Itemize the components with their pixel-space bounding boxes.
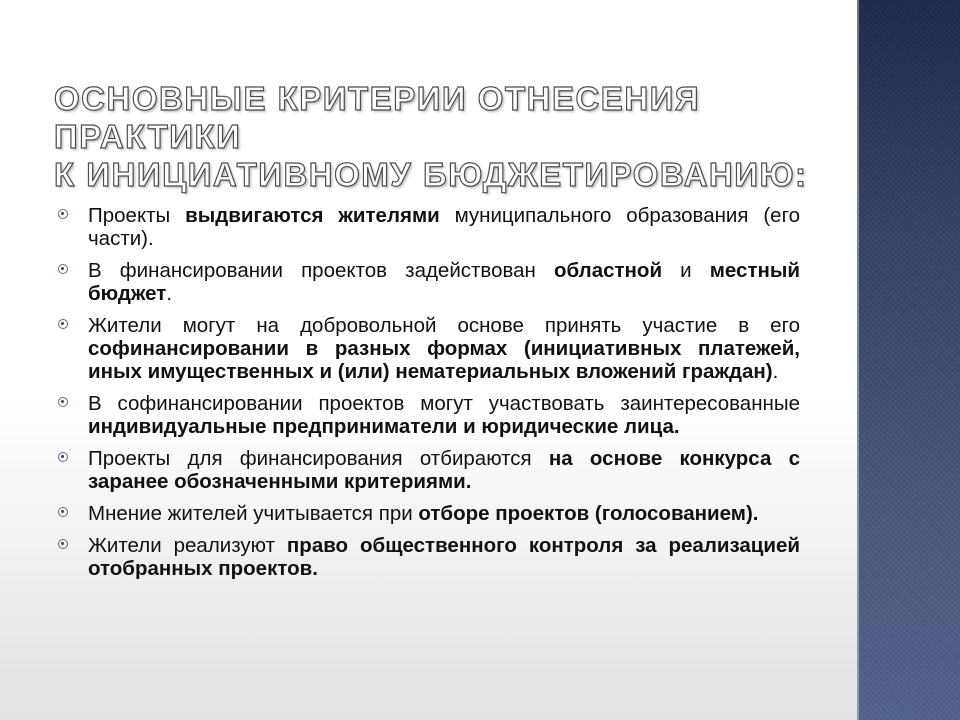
bullet-4-text-a: В софинансировании проектов могут участвовать заинтересованные — [88, 392, 800, 415]
bullet-5-text-a: Проекты для финансирования отбираются — [88, 447, 549, 470]
slide-title — [54, 80, 834, 194]
bullet-marker-icon — [58, 539, 68, 549]
bullet-list — [58, 204, 800, 589]
bullet-6-text-a: Мнение жителей учитывается при — [88, 502, 419, 525]
decorative-side-band — [857, 0, 960, 720]
bullet-2-text-c: и — [662, 259, 710, 282]
side-band-edge — [857, 0, 859, 720]
title-line-1: ОСНОВНЫЕ КРИТЕРИИ ОТНЕСЕНИЯ ПРАКТИКИ — [54, 80, 701, 155]
bullet-4-text-b: индивидуальные предприниматели и юридические лица. — [88, 415, 680, 438]
bullet-1-text-a: Проекты — [88, 204, 186, 227]
bullet-item-4 — [58, 392, 800, 438]
bullet-6-text-b: отборе проектов (голосованием). — [418, 502, 759, 525]
bullet-1-text-b: выдвигаются жителями — [185, 204, 440, 227]
bullet-item-2 — [58, 259, 800, 305]
bullet-7-text-a: Жители реализуют — [88, 534, 287, 557]
bullet-marker-icon — [58, 397, 68, 407]
bullet-3-text-c: . — [772, 360, 779, 383]
bullet-1-text-c: муниципального образования (его части). — [88, 204, 801, 250]
bullet-item-6 — [58, 502, 800, 525]
bullet-2-text-a: В финансировании проектов задействован — [88, 259, 554, 282]
bullet-5-text-b: на основе конкурса с заранее обозначенными критериями. — [88, 447, 800, 493]
bullet-2-text-d: местный бюджет — [88, 259, 800, 305]
bullet-item-1 — [58, 204, 800, 250]
bullet-item-3 — [58, 314, 800, 383]
bullet-2-text-e: . — [166, 282, 173, 305]
bullet-marker-icon — [58, 319, 68, 329]
bullet-2-text-b: областной — [554, 259, 663, 282]
bullet-item-5 — [58, 447, 800, 493]
bullet-marker-icon — [58, 209, 68, 219]
title-line-2: К ИНИЦИАТИВНОМУ БЮДЖЕТИРОВАНИЮ: — [54, 156, 808, 193]
bullet-marker-icon — [58, 507, 68, 517]
bullet-7-text-b: право общественного контроля за реализацией отобранных проектов. — [88, 534, 800, 580]
bullet-item-7 — [58, 534, 800, 580]
bullet-3-text-b: софинансировании в разных формах (инициативных платежей, иных имущественных и (или) нематериальных вложений граждан) — [88, 337, 800, 383]
bullet-marker-icon — [58, 264, 68, 274]
bullet-3-text-a: Жители могут на добровольной основе принять участие в его — [88, 314, 800, 337]
bullet-marker-icon — [58, 452, 68, 462]
